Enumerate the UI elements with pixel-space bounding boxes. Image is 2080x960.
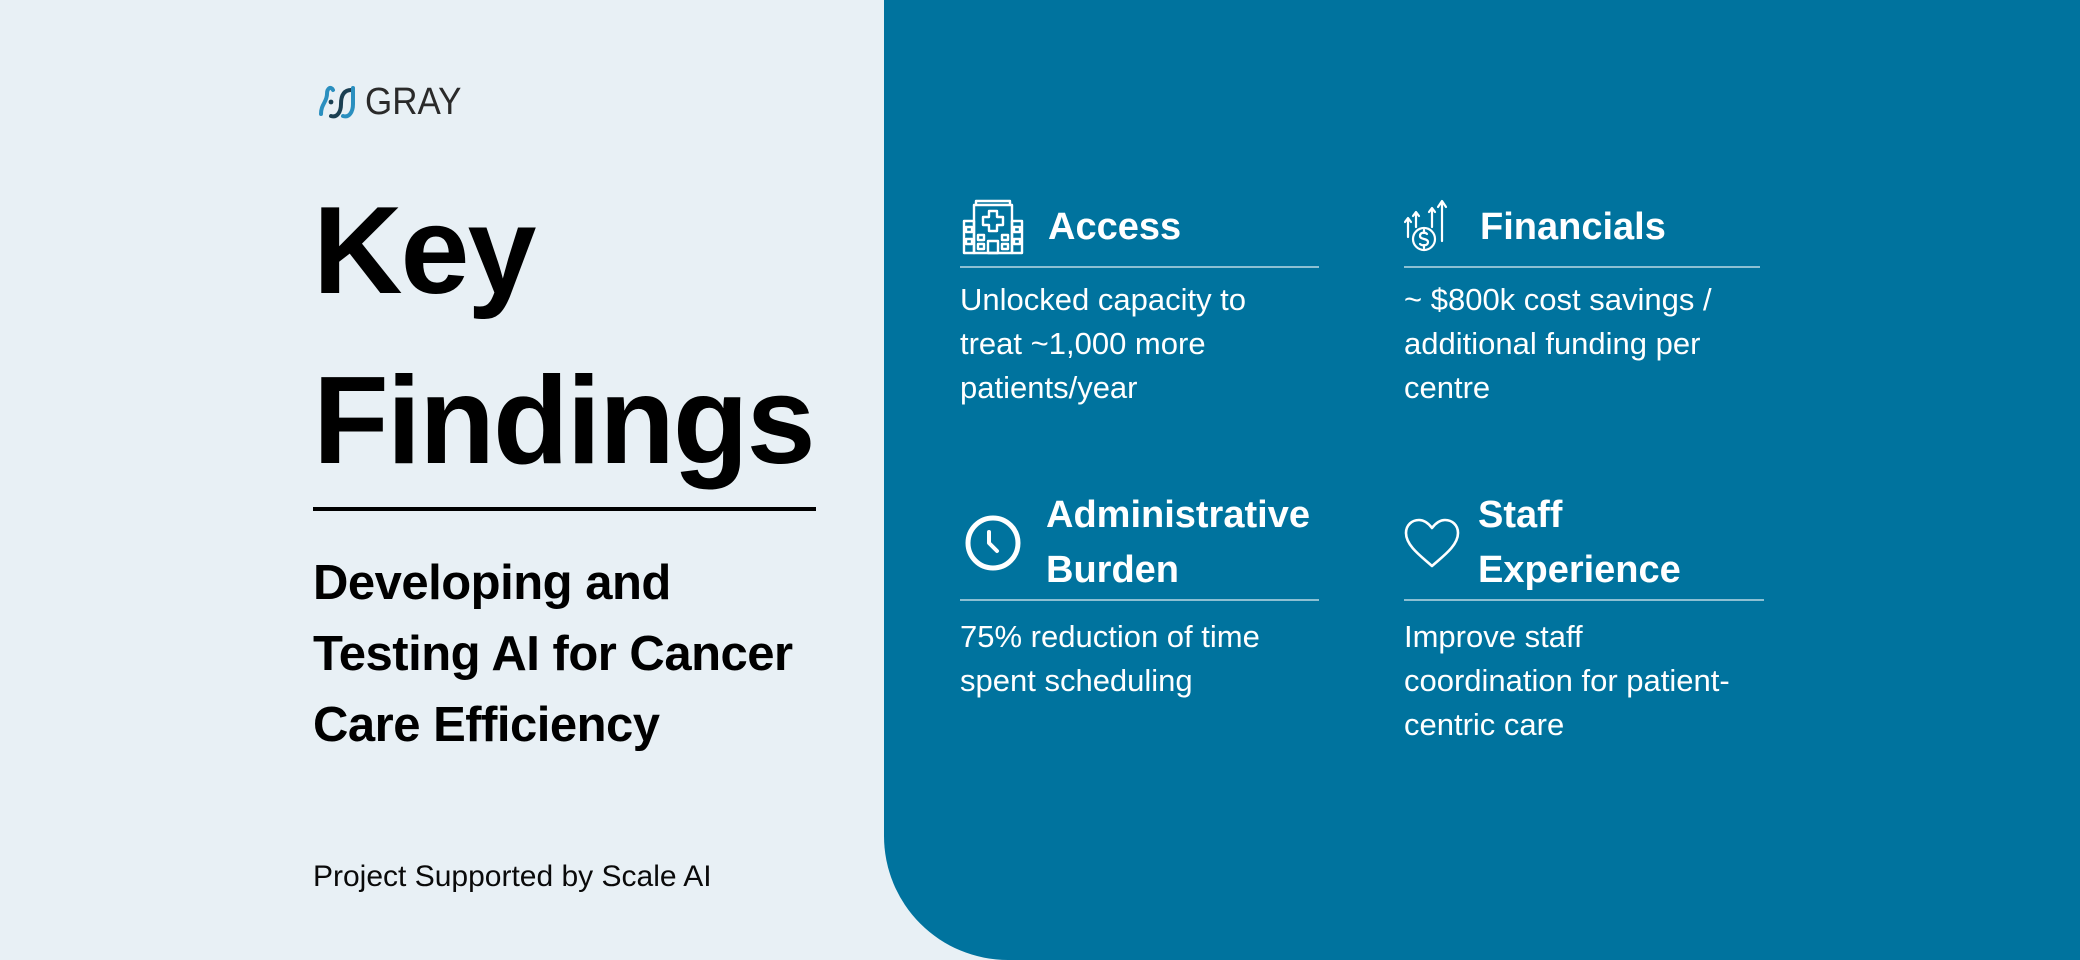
title-divider [313,507,816,511]
finding-text-line-3: patients/year [960,370,1138,405]
page-title-line-1: Key [313,182,535,320]
finding-divider [960,266,1319,268]
finding-text [960,615,1320,703]
finding-card-header [1404,196,1764,258]
finding-card-administrative-burden [960,487,1320,703]
findings-panel [884,0,2080,960]
brand-name: GRAY [365,81,462,123]
gray-logo [317,80,470,124]
finding-divider [1404,599,1764,601]
finding-title-line-1: Staff [1478,494,1563,536]
finding-card-staff-experience [1404,487,1766,747]
hospital-icon [962,199,1024,255]
finding-title-line-2: Burden [1046,549,1179,591]
finding-title: Access [1048,205,1182,248]
page-subtitle-line-2: Testing AI for Cancer [313,627,793,681]
finding-title [1478,488,1681,598]
finding-text-line-1: Improve staff [1404,619,1583,654]
page-subtitle [313,548,853,761]
support-note: Project Supported by Scale AI [313,860,712,893]
finding-text-line-3: centre [1404,370,1491,405]
finding-text-line-2: additional funding per [1404,326,1701,361]
finding-card-header [960,487,1320,599]
finding-card-header [960,196,1320,258]
gray-logo-mark-icon [317,82,361,122]
finding-text-line-2: treat ~1,000 more [960,326,1206,361]
page-title [313,166,873,506]
finding-text-line-2: spent scheduling [960,663,1193,698]
finding-divider [1404,266,1760,268]
finding-text-line-3: centric care [1404,707,1565,742]
finding-divider [960,599,1319,601]
finding-card-access [960,196,1320,410]
finding-title [1046,488,1310,598]
finding-text-line-1: 75% reduction of time [960,619,1260,654]
left-panel [0,0,884,960]
finding-text-line-1: ~ $800k cost savings / [1404,282,1712,317]
page-title-line-2: Findings [313,352,814,490]
clock-icon [964,514,1022,572]
finding-card-financials [1404,196,1764,410]
page-subtitle-line-3: Care Efficiency [313,698,660,752]
finding-text-line-2: coordination for patient- [1404,663,1730,698]
finding-text [1404,615,1766,747]
finding-text [1404,278,1764,410]
finding-text-line-1: Unlocked capacity to [960,282,1247,317]
page-subtitle-line-1: Developing and [313,556,671,610]
finding-title: Financials [1480,205,1666,248]
finding-title-line-1: Administrative [1046,494,1310,536]
money-growth-icon [1404,199,1454,255]
heart-icon [1402,516,1462,570]
finding-title-line-2: Experience [1478,549,1681,591]
finding-text [960,278,1320,410]
finding-card-header [1404,487,1766,599]
